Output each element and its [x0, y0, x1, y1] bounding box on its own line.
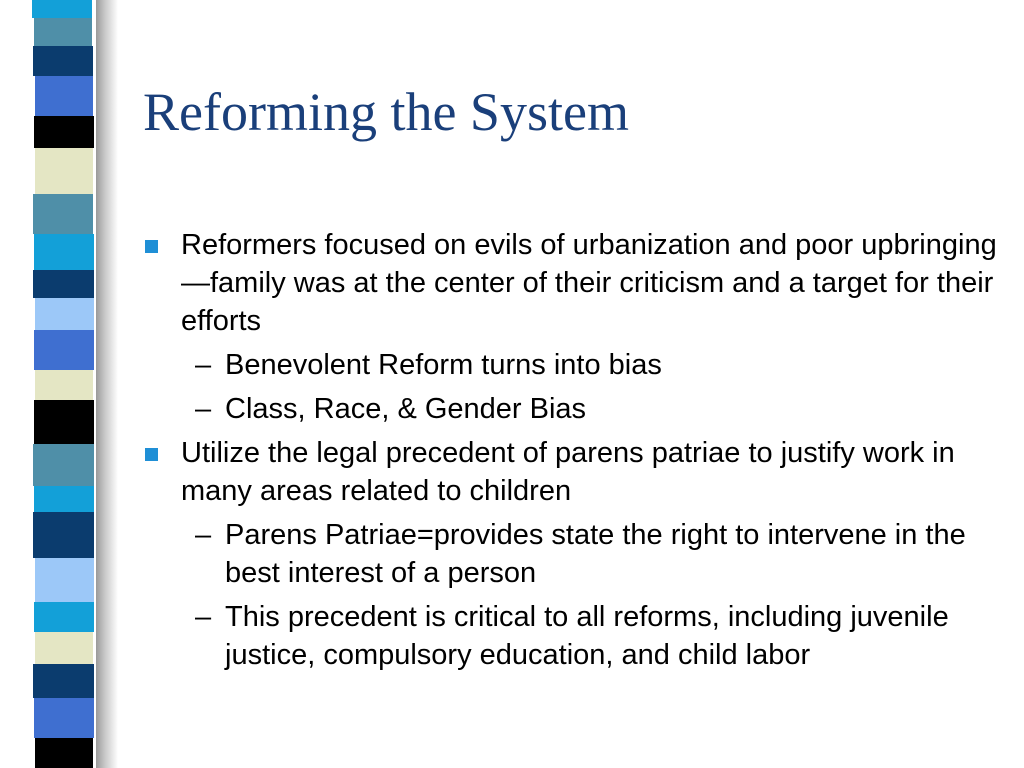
stripe-block [34, 18, 92, 46]
slide-title: Reforming the System [143, 82, 629, 142]
stripe-block [34, 698, 94, 738]
stripe-block [33, 664, 94, 698]
bullet-text: Utilize the legal precedent of parens patriae to justify work in many areas related to children [181, 437, 955, 507]
stripe-block [35, 298, 94, 330]
stripe-block [35, 370, 93, 400]
bullet-item [143, 434, 1003, 510]
sub-bullet-text: Benevolent Reform turns into bias [225, 349, 662, 381]
square-bullet-icon [145, 240, 158, 253]
stripe-block [34, 330, 94, 370]
decorative-stripe [0, 0, 116, 768]
sub-bullet-item [143, 346, 1003, 384]
stripe-block [34, 400, 94, 444]
stripe-block [34, 116, 94, 148]
stripe-block [32, 0, 92, 18]
stripe-block [35, 76, 93, 116]
dash-bullet-icon: – [195, 393, 212, 425]
bullet-item [143, 226, 1003, 340]
stripe-block [34, 602, 94, 632]
dash-bullet-icon: – [195, 349, 212, 381]
stripe-block [35, 632, 93, 664]
dash-bullet-icon: – [195, 519, 212, 551]
sub-bullet-text: This precedent is critical to all reforms, including juvenile justice, compulsory education, and child labor [225, 601, 949, 671]
stripe-block [35, 558, 94, 602]
sub-bullet-item [143, 516, 1003, 592]
stripe-block [33, 46, 93, 76]
sub-bullet-text: Class, Race, & Gender Bias [225, 393, 587, 425]
bullet-text: Reformers focused on evils of urbanization and poor upbringing—family was at the center of their criticism and a target for their efforts [181, 229, 997, 337]
stripe-block [33, 512, 94, 558]
sub-bullet-item [143, 598, 1003, 674]
square-bullet-icon [145, 448, 158, 461]
sub-bullet-text: Parens Patriae=provides state the right to intervene in the best interest of a person [225, 519, 966, 589]
stripe-block [35, 148, 93, 194]
sub-bullet-item [143, 390, 1003, 428]
stripe-block [35, 738, 93, 768]
slide-content [143, 226, 1003, 680]
stripe-block [34, 486, 94, 512]
stripe-block [33, 194, 93, 234]
stripe-block [33, 444, 94, 486]
dash-bullet-icon: – [195, 601, 212, 633]
stripe-block [33, 270, 94, 298]
stripe-block [34, 234, 94, 270]
